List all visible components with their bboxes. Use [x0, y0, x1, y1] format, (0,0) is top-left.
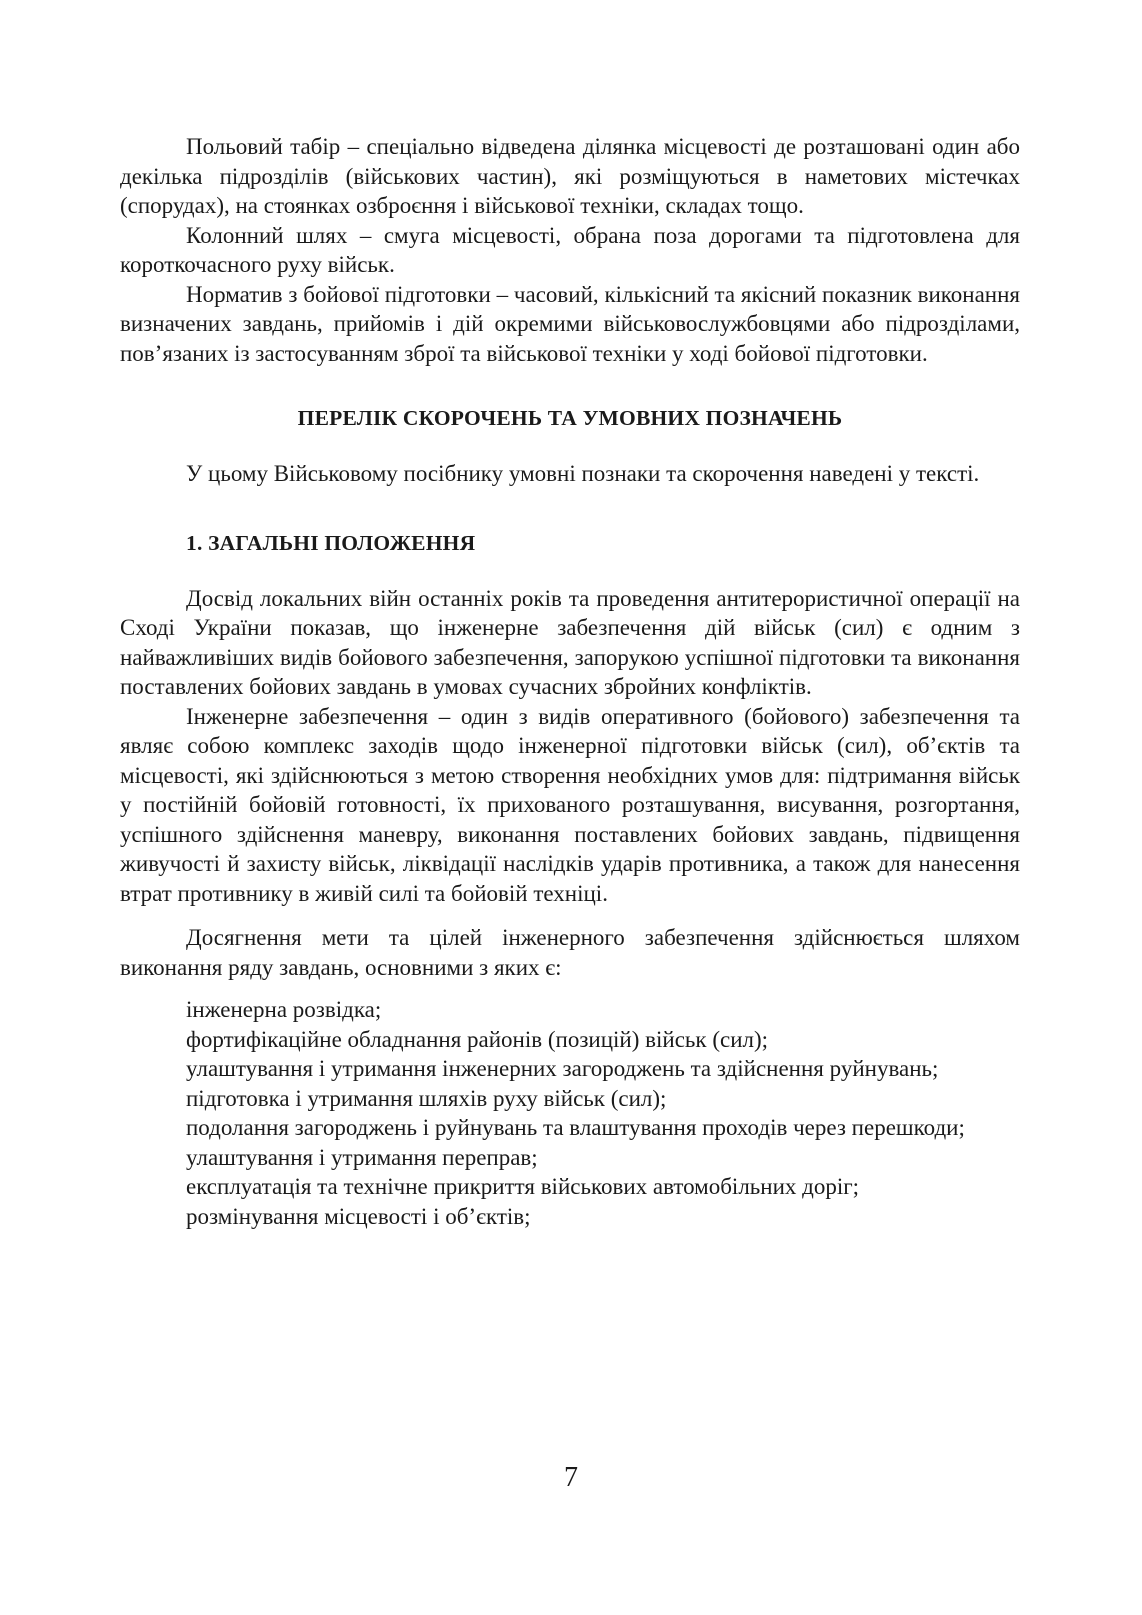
section-1-paragraph: Інженерне забезпечення – один з видів оперативного (бойового) забезпечення та являє собою комплекс заходів щодо інженерної підготовки військ (сил), об’єктів та місцевості, які здійснюються з метою створення необхідних умов для: підтримання військ у постійній бойовій готовності, їх прихованого розташування, висування, розгортання, успішного здійснення маневру, виконання поставлених бойових завдань, підвищення живучості й захисту військ, ліквідації наслідків ударів противника, а також для нанесення втрат противнику в живій силі та бойовій техніці. [120, 703, 1020, 906]
tasks-list [120, 995, 1020, 1231]
section-1-heading: 1. ЗАГАЛЬНІ ПОЛОЖЕННЯ [186, 531, 476, 555]
definition-column-route: Колонний шлях – смуга місцевості, обрана поза дорогами та підготовлена для короткочасного руху військ. [120, 222, 1020, 277]
definition-training-standard: Норматив з бойової підготовки – часовий, кількісний та якісний показник виконання визначених завдань, прийомів і дій окремими військовослужбовцями або підрозділами, пов’язаних із застосуванням зброї та військової техніки у ході бойової підготовки. [120, 281, 1020, 366]
document-page [120, 132, 1020, 1231]
list-item: експлуатація та технічне прикриття військових автомобільних доріг; [186, 1174, 860, 1199]
list-item: подолання загороджень і руйнувань та влаштування проходів через перешкоди; [186, 1115, 965, 1140]
section-1-paragraph: Досвід локальних війн останніх років та проведення антитерористичної операції на Сході України показав, що інженерне забезпечення дій військ (сил) є одним з найважливіших видів бойового забезпечення, запорукою успішної підготовки та виконання поставлених бойових завдань в умовах сучасних збройних конфліктів. [120, 585, 1020, 699]
list-item: розмінування місцевості і об’єктів; [186, 1203, 531, 1229]
list-item: інженерна розвідка; [186, 997, 382, 1022]
list-item: фортифікаційне обладнання районів (позицій) військ (сил); [186, 1026, 769, 1052]
definition-field-camp: Польовий табір – спеціально відведена ділянка місцевості де розташовані один або декілька підрозділів (військових частин), які розміщуються в наметових містечках (спорудах), на стоянках озброєння і військової техніки, складах тощо. [120, 134, 1020, 218]
list-item: підготовка і утримання шляхів руху військ (сил); [186, 1085, 667, 1111]
page-number: 7 [564, 1462, 578, 1493]
list-item: улаштування і утримання переправ; [186, 1144, 538, 1170]
list-item: улаштування і утримання інженерних загороджень та здійснення руйнувань; [186, 1056, 939, 1081]
abbreviations-text: У цьому Військовому посібнику умовні познаки та скорочення наведені у тексті. [186, 460, 980, 486]
section-1-paragraph: Досягнення мети та цілей інженерного забезпечення здійснюється шляхом виконання ряду завдань, основними з яких є: [120, 925, 1020, 980]
abbreviations-heading: ПЕРЕЛІК СКОРОЧЕНЬ ТА УМОВНИХ ПОЗНАЧЕНЬ [297, 406, 843, 430]
